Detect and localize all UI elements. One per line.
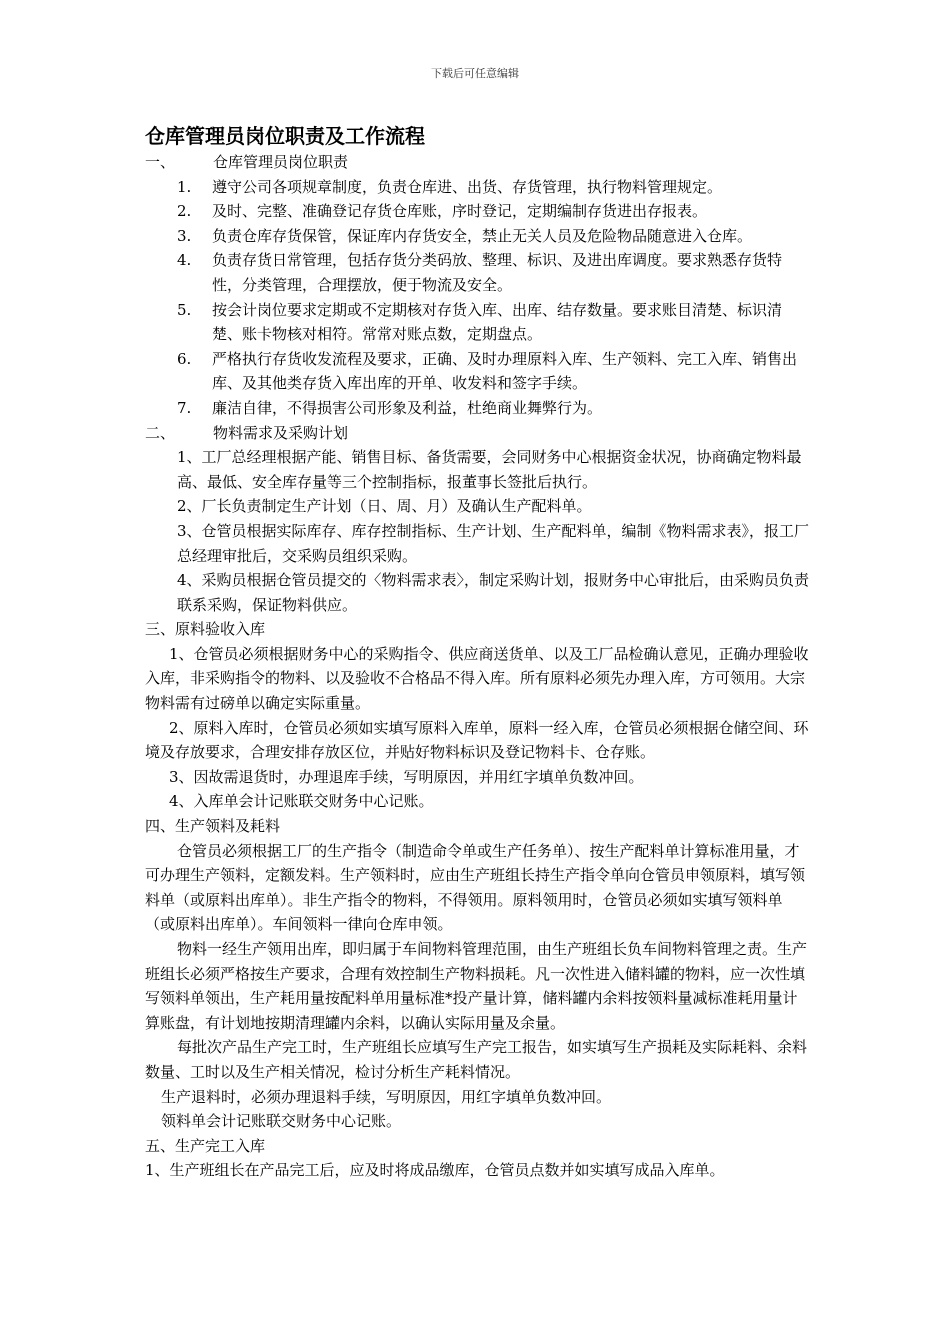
paragraph: 2、原料入库时，仓管员必须如实填写原料入库单，原料一经入库，仓管员必须根据仓储空间、环境及存放要求，合理安排存放区位，并贴好物料标识及登记物料卡、仓存账。 [145,718,809,762]
item-number: 6. [177,349,192,368]
paragraph: 4、入库单会计记账联交财务中心记账。 [169,792,434,811]
item-number: 5. [177,300,192,319]
list-item [145,175,810,200]
document-body [145,122,810,1183]
item-number: 2. [177,202,192,221]
list-item [145,347,810,396]
paragraph: 1、仓管员必须根据财务中心的采购指令、供应商送货单、以及工厂品检确认意见，正确办理验收入库，非采购指令的物料、以及验收不合格品不得入库。所有原料必须先办理入库，方可领用。大宗物料需有过磅单以确定实际重量。 [145,644,809,713]
item-number: 3. [177,226,192,245]
document-title: 仓库管理员岗位职责及工作流程 [145,124,425,148]
item-number: 7. [177,398,192,417]
list-item [145,199,810,224]
item-text: 按会计岗位要求定期或不定期核对存货入库、出库、结存数量。要求账目清楚、标识清楚、账卡物核对相符。常常对账点数，定期盘点。 [212,300,783,344]
paragraph: 物料一经生产领用出库，即归属于车间物料管理范围，由生产班组长负车间物料管理之责。生产班组长必须严格按生产要求，合理有效控制生产物料损耗。凡一次性进入储料罐的物料，应一次性填写领料单领出，生产耗用量按配料单用量标准*投产量计算，储料罐内余料按领料量减标准耗用量计算账盘，有计划地按期清理罐内余料，以确认实际用量及余量。 [145,940,808,1032]
list-item [145,298,810,347]
item-text: 遵守公司各项规章制度，负责仓库进、出货、存货管理，执行物料管理规定。 [212,177,723,196]
section-1-heading [145,150,810,175]
paragraph: 2、厂长负责制定生产计划（日、周、月）及确认生产配料单。 [177,497,592,516]
list-item [145,396,810,421]
item-number: 4. [177,251,192,270]
paragraph: 4、采购员根据仓管员提交的〈物料需求表〉，制定采购计划，报财务中心审批后，由采购员负责联系采购，保证物料供应。 [177,571,810,614]
section-4-heading: 四、生产领料及耗料 [145,817,281,836]
paragraph: 每批次产品生产完工时，生产班组长应填写生产完工报告，如实填写生产损耗及实际耗料、余料数量、工时以及生产相关情况，检讨分析生产耗料情况。 [145,1038,808,1081]
section-title: 物料需求及采购计划 [213,423,349,442]
item-text: 及时、完整、准确登记存货仓库账，序时登记，定期编制存货进出存报表。 [212,202,708,221]
paragraph: 领料单会计记账联交财务中心记账。 [161,1112,402,1131]
section-number: 二、 [145,423,176,442]
item-text: 廉洁自律，不得损害公司形象及利益，杜绝商业舞弊行为。 [212,398,603,417]
paragraph: 1、工厂总经理根据产能、销售目标、备货需要，会同财务中心根据资金状况，协商确定物料最高、最低、安全库存量等三个控制指标，报董事长签批后执行。 [177,448,802,491]
section-5-heading: 五、生产完工入库 [145,1136,266,1155]
section-2-heading [145,421,810,446]
paragraph: 3、仓管员根据实际库存、库存控制指标、生产计划、生产配料单，编制《物料需求表》，报工厂总经理审批后，交采购员组织采购。 [177,521,810,565]
item-text: 严格执行存货收发流程及要求，正确、及时办理原料入库、生产领料、完工入库、销售出库、及其他类存货入库出库的开单、收发料和签字手续。 [212,349,798,393]
paragraph: 生产退料时，必须办理退料手续，写明原因，用红字填单负数冲回。 [161,1087,612,1106]
list-item [145,248,810,297]
item-text: 负责仓库存货保管，保证库内存货安全，禁止无关人员及危险物品随意进入仓库。 [212,226,753,245]
paragraph: 1、生产班组长在产品完工后，应及时将成品缴库，仓管员点数并如实填写成品入库单。 [145,1161,725,1180]
item-text: 负责存货日常管理，包括存货分类码放、整理、标识、及进出库调度。要求熟悉存货特性，分类管理，合理摆放，便于物流及安全。 [212,251,783,294]
paragraph: 3、因故需退货时，办理退库手续，写明原因，并用红字填单负数冲回。 [169,767,644,786]
section-title: 仓库管理员岗位职责 [213,153,349,171]
section-3-heading: 三、原料验收入库 [145,620,266,639]
page-header: 下载后可任意编辑 [431,67,519,80]
paragraph: 仓管员必须根据工厂的生产指令（制造命令单或生产任务单）、按生产配料单计算标准用量，才可办理生产领料，定额发料。生产领料时，应由生产班组长持生产指令单向仓管员申领原料，填写领料单（或原料出库单）。非生产指令的物料，不得领用。原料领用时，仓管员必须如实填写领料单（或原料出库单）。车间领料一律向仓库申领。 [145,841,806,934]
section-number: 一、 [145,153,176,171]
list-item [145,224,810,249]
item-number: 1. [177,177,192,196]
duty-list [145,175,810,421]
